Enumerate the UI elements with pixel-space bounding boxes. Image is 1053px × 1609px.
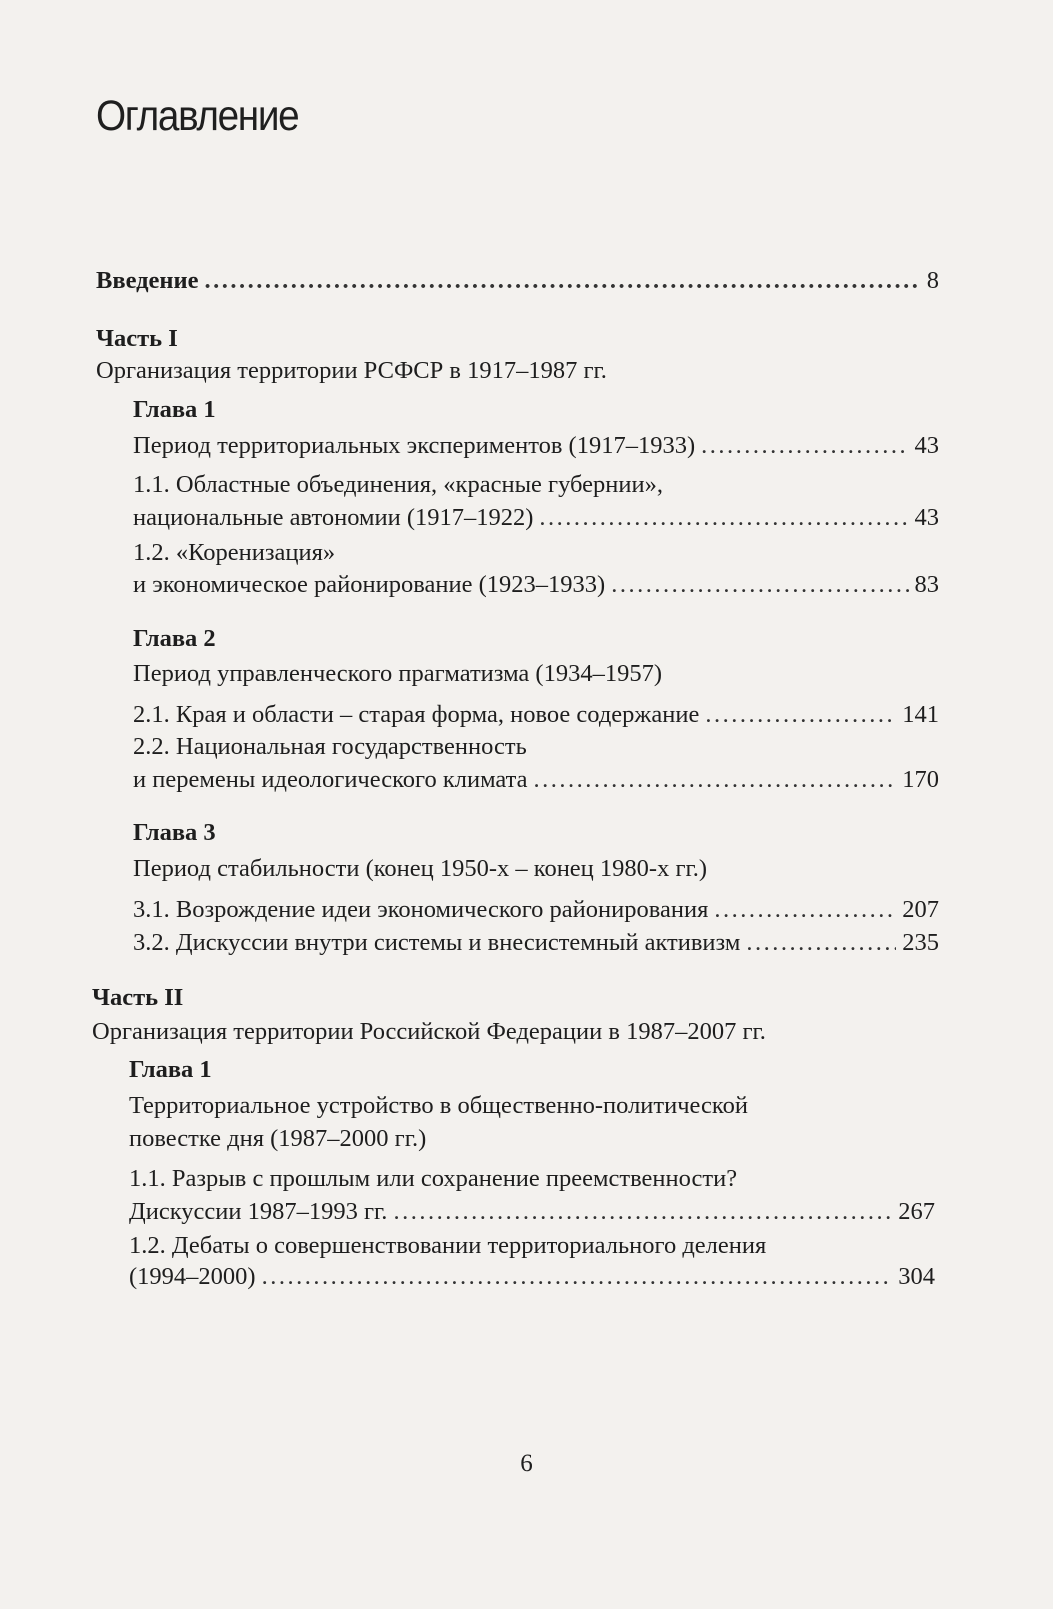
dot-leader xyxy=(705,700,896,730)
toc-entry-label: (1994–2000) xyxy=(129,1263,256,1290)
toc-page-number: 207 xyxy=(902,896,939,923)
toc-entry-section[interactable] xyxy=(133,700,939,730)
toc-page-number: 235 xyxy=(902,929,939,956)
toc-entry-section[interactable] xyxy=(133,570,939,600)
toc-entry-section[interactable] xyxy=(129,1197,935,1227)
toc-entry-label[interactable]: 2.2. Национальная государственность xyxy=(133,733,527,760)
toc-page-number: 43 xyxy=(914,504,939,531)
dot-leader xyxy=(539,503,908,533)
toc-entry-label[interactable]: 1.1. Разрыв с прошлым или сохранение преемственности? xyxy=(129,1165,738,1192)
toc-entry-introduction[interactable] xyxy=(96,266,939,296)
dot-leader xyxy=(746,928,896,958)
toc-entry-section[interactable] xyxy=(133,895,939,925)
toc-page-number: 8 xyxy=(926,267,939,294)
chapter-heading: Глава 3 xyxy=(133,819,216,846)
toc-entry-section[interactable] xyxy=(133,765,939,795)
page-title: Оглавление xyxy=(96,92,299,140)
dot-leader xyxy=(714,895,896,925)
toc-entry-label[interactable]: 1.1. Областные объединения, «красные губернии», xyxy=(133,471,663,498)
dot-leader xyxy=(205,266,921,296)
toc-page-number: 304 xyxy=(898,1263,935,1290)
toc-entry-label: 3.1. Возрождение идеи экономического районирования xyxy=(133,896,709,923)
toc-entry-label: Дискуссии 1987–1993 гг. xyxy=(129,1198,388,1225)
toc-page-number: 267 xyxy=(898,1198,935,1225)
part-heading: Часть I xyxy=(96,325,178,352)
toc-entry-label[interactable]: 1.2. «Коренизация» xyxy=(133,539,336,566)
toc-entry-label: Период территориальных экспериментов (1917–1933) xyxy=(133,432,696,459)
chapter-heading: Глава 2 xyxy=(133,625,216,652)
toc-entry-chapter[interactable]: Территориальное устройство в общественно-политической xyxy=(129,1092,748,1119)
toc-entry-label: национальные автономии (1917–1922) xyxy=(133,504,534,531)
toc-entry-section[interactable] xyxy=(133,928,939,958)
toc-entry-section[interactable] xyxy=(133,503,939,533)
toc-entry-label: Введение xyxy=(96,267,199,294)
chapter-heading: Глава 1 xyxy=(129,1056,212,1083)
toc-entry-label: 3.2. Дискуссии внутри системы и внесистемный активизм xyxy=(133,929,741,956)
toc-page-number: 83 xyxy=(914,571,939,598)
toc-entry-label: и экономическое районирование (1923–1933) xyxy=(133,571,606,598)
chapter-heading: Глава 1 xyxy=(133,396,216,423)
dot-leader xyxy=(611,570,908,600)
toc-entry-label: 2.1. Края и области – старая форма, новое содержание xyxy=(133,701,700,728)
part-subtitle: Организация территории РСФСР в 1917–1987 гг. xyxy=(96,357,607,384)
toc-page-number: 43 xyxy=(914,432,939,459)
toc-page-number: 141 xyxy=(902,701,939,728)
toc-entry-chapter[interactable]: Период управленческого прагматизма (1934–1957) xyxy=(133,660,662,687)
dot-leader xyxy=(393,1197,892,1227)
toc-entry-section[interactable] xyxy=(129,1262,935,1292)
part-heading: Часть II xyxy=(92,984,184,1011)
toc-entry-chapter[interactable] xyxy=(133,431,939,461)
dot-leader xyxy=(534,765,897,795)
dot-leader xyxy=(262,1262,893,1292)
toc-entry-label[interactable]: 1.2. Дебаты о совершенствовании территориального деления xyxy=(129,1232,767,1259)
page-number: 6 xyxy=(520,1450,533,1477)
dot-leader xyxy=(701,431,908,461)
toc-page-number: 170 xyxy=(902,766,939,793)
part-subtitle: Организация территории Российской Федерации в 1987–2007 гг. xyxy=(92,1018,766,1045)
toc-entry-label: и перемены идеологического климата xyxy=(133,766,528,793)
toc-entry-chapter[interactable]: Период стабильности (конец 1950-х – конец 1980-х гг.) xyxy=(133,855,708,882)
toc-entry-chapter[interactable]: повестке дня (1987–2000 гг.) xyxy=(129,1125,427,1152)
